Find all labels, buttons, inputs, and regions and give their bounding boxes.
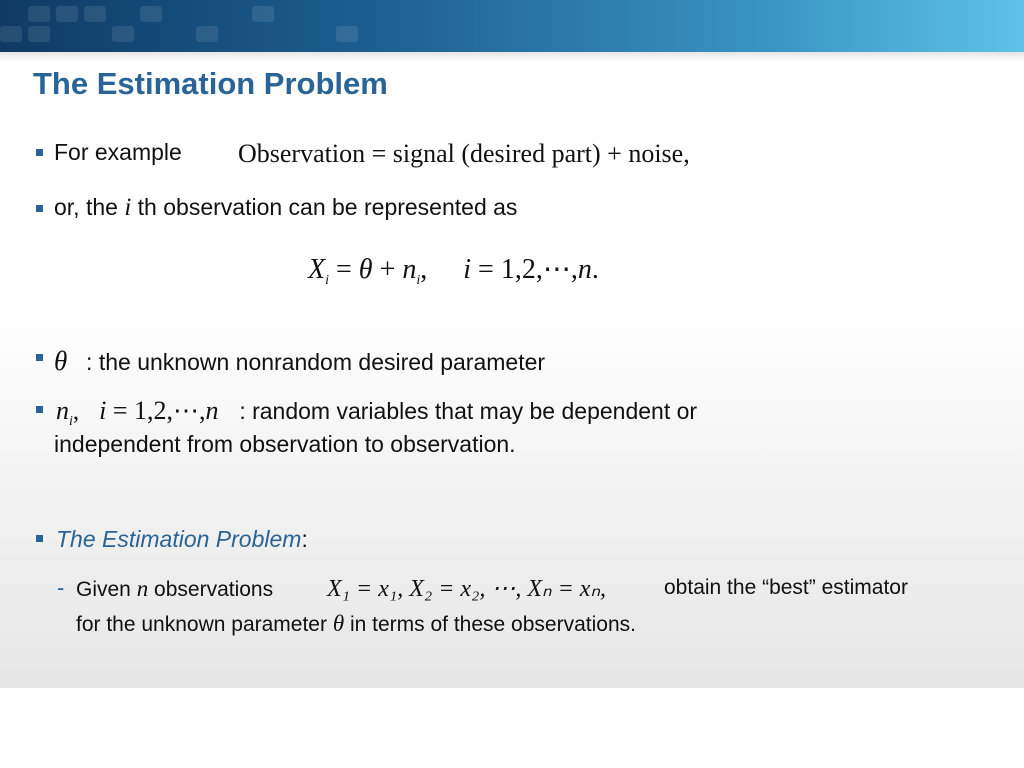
line2-theta: θ <box>332 611 345 636</box>
bullet-marker-icon <box>36 149 43 156</box>
eq-plus: + <box>372 254 403 285</box>
eq-equals: = <box>329 254 359 285</box>
eq-n-sub: i <box>416 273 421 288</box>
bullet-for-example <box>54 139 182 166</box>
bullet-estimation-problem <box>56 526 308 553</box>
observation-equation: Observation = signal (desired part) + noise, <box>238 139 690 168</box>
bullet-lead: For example <box>54 139 182 165</box>
sub-bullet-given <box>76 576 273 602</box>
line2-text-a: for the unknown parameter <box>76 613 327 636</box>
bullet-marker-icon <box>36 406 43 413</box>
bullet2-text-after: th observation can be represented as <box>137 194 518 220</box>
bullet-marker-icon <box>36 205 43 212</box>
noise-n: n <box>56 396 69 425</box>
bullet-marker-icon <box>36 354 43 361</box>
observations-text: observations <box>154 578 274 601</box>
noise-n-end: n <box>205 396 219 425</box>
banner-shadow <box>0 52 1024 62</box>
model-equation <box>308 252 599 289</box>
noise-comma: , <box>72 398 80 425</box>
eq-comma: , <box>420 254 428 285</box>
bullet4-text: : random variables that may be dependent or <box>239 398 698 424</box>
sub-bullet-dash: - <box>57 575 65 600</box>
theta-symbol: θ <box>54 346 68 376</box>
noise-index: i <box>99 396 107 425</box>
eq-range: = 1,2,⋯, <box>471 254 578 285</box>
bullet-ith-observation <box>54 194 517 222</box>
eq-n: n <box>402 254 417 285</box>
estimation-problem-emphasis: The Estimation Problem <box>56 526 302 552</box>
bullet-noise <box>56 396 697 430</box>
bullet-theta <box>54 346 545 377</box>
eq-theta: θ <box>358 254 373 285</box>
estimation-problem-colon: : <box>301 526 308 552</box>
bullet3-text: : the unknown nonrandom desired parameter <box>86 349 546 375</box>
eq-X: X <box>308 254 326 285</box>
bullet-marker-icon <box>36 535 43 542</box>
observations-equation: X₁ = x₁, X₂ = x₂, ⋯, Xₙ = xₙ, <box>327 576 607 602</box>
header-banner <box>0 0 1024 52</box>
bullet2-text-before: or, the <box>54 194 118 220</box>
given-text: Given <box>76 578 131 601</box>
given-n: n <box>136 576 149 601</box>
bullet4-continuation: independent from observation to observation. <box>54 431 516 457</box>
sub-bullet-line2 <box>76 611 636 637</box>
noise-range: = 1,2,⋯, <box>106 396 206 425</box>
eq-X-sub: i <box>325 273 329 288</box>
sub-bullet-obtain: obtain the “best” estimator <box>664 576 908 599</box>
eq-period: . <box>591 254 599 285</box>
slide-title: The Estimation Problem <box>33 66 388 101</box>
bullet2-index-var: i <box>124 194 132 221</box>
noise-n-sub: i <box>69 414 73 429</box>
eq-index: i <box>463 254 472 285</box>
eq-n-end: n <box>577 254 592 285</box>
line2-text-b: in terms of these observations. <box>349 613 636 636</box>
